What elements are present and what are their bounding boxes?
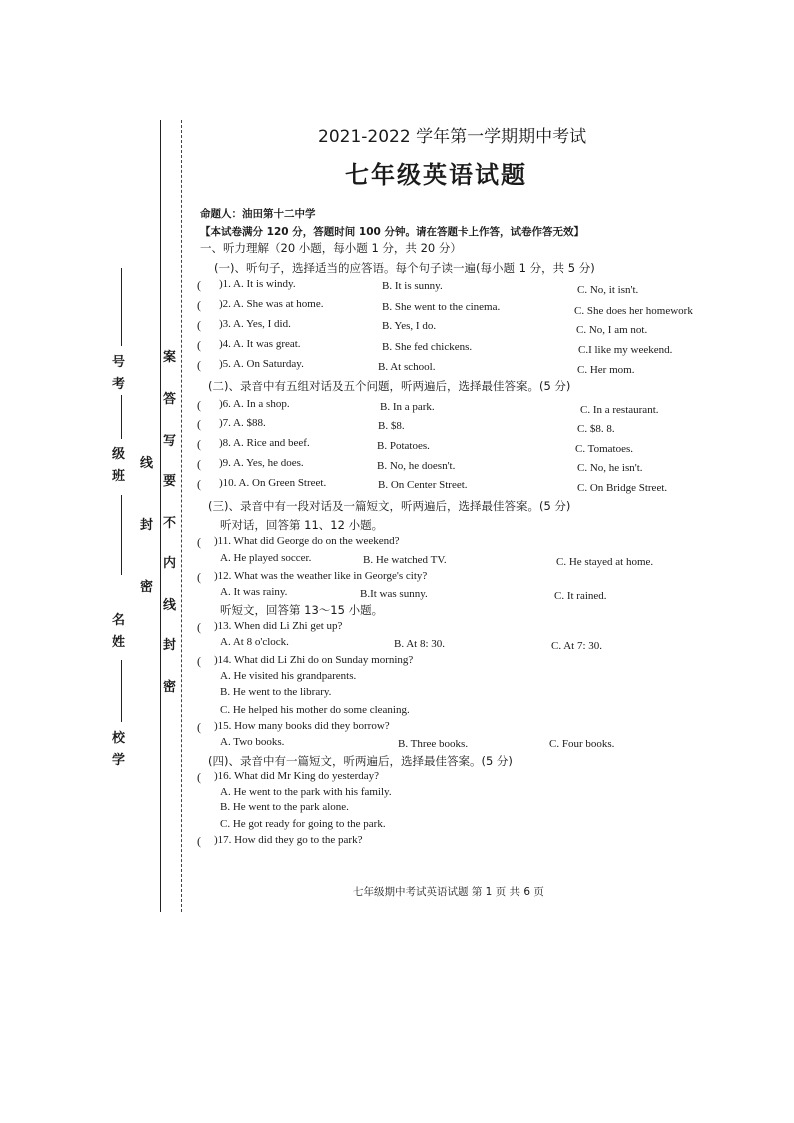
answer-paren: ( xyxy=(197,338,201,352)
margin-dashed-line xyxy=(181,120,182,912)
q4-option-b: B. She fed chickens. xyxy=(382,341,473,353)
q11-option-c: C. He stayed at home. xyxy=(556,556,654,568)
page-footer: 七年级期中考试英语试题 第 1 页 共 6 页 xyxy=(353,886,544,898)
part-4-heading: (四)、录音中有一篇短文，听两遍后，选择最佳答案。(5 分) xyxy=(208,754,513,768)
q15-option-c: C. Four books. xyxy=(549,738,615,750)
class-line-2 xyxy=(121,495,122,575)
q12-option-c: C. It rained. xyxy=(554,590,607,602)
answer-paren: ( xyxy=(197,720,201,734)
q12-option-a: A. It was rainy. xyxy=(220,586,288,598)
q12-stem: )12. What was the weather like in George's city? xyxy=(214,570,428,582)
exam-no-label: 号 考 xyxy=(112,355,126,392)
school-label: 校 学 xyxy=(112,731,126,768)
q14-option-c: C. He helped his mother do some cleaning. xyxy=(220,704,410,716)
section-1-heading: 一、听力理解（20 小题，每小题 1 分，共 20 分） xyxy=(200,241,462,255)
class-line xyxy=(121,395,122,439)
q11-option-a: A. He played soccer. xyxy=(220,552,312,564)
seal-char-4: 要 xyxy=(163,474,177,489)
q16-option-b: B. He went to the park alone. xyxy=(220,801,349,813)
q13-option-c: C. At 7: 30. xyxy=(551,640,603,652)
seal-left-char-1: 线 xyxy=(140,456,154,471)
q9-option-c: C. No, he isn't. xyxy=(577,462,643,474)
q15-option-a: A. Two books. xyxy=(220,736,285,748)
q6-option-c: C. In a restaurant. xyxy=(580,404,659,416)
answer-paren: ( xyxy=(197,834,201,848)
exam-title-line1: 2021-2022 学年第一学期期中考试 xyxy=(318,127,587,147)
seal-left-char-2: 封 xyxy=(140,518,154,533)
class-label: 级 班 xyxy=(112,447,126,484)
q14-stem: )14. What did Li Zhi do on Sunday morning? xyxy=(214,654,414,666)
part-3-passage-note: 听短文，回答第 13～15 小题。 xyxy=(220,603,384,617)
q15-option-b: B. Three books. xyxy=(398,738,469,750)
answer-paren: ( xyxy=(197,654,201,668)
q11-option-b: B. He watched TV. xyxy=(363,554,447,566)
answer-paren: ( xyxy=(197,298,201,312)
exam-no-line xyxy=(121,268,122,346)
q4-option-c: C.I like my weekend. xyxy=(578,344,673,356)
notice-line: 【本试卷满分 120 分，答题时间 100 分钟。请在答题卡上作答，试卷作答无效】 xyxy=(200,226,584,238)
q10-option-b: B. On Center Street. xyxy=(378,479,468,491)
name-line xyxy=(121,660,122,722)
answer-paren: ( xyxy=(197,477,201,491)
answer-paren: ( xyxy=(197,535,201,549)
q2-option-b: B. She went to the cinema. xyxy=(382,301,501,313)
author-line: 命题人：油田第十二中学 xyxy=(200,208,316,220)
q2-option-a: )2. A. She was at home. xyxy=(219,298,324,310)
q1-option-a: )1. A. It is windy. xyxy=(219,278,296,290)
q1-option-c: C. No, it isn't. xyxy=(577,284,639,296)
part-2-heading: (二)、录音中有五组对话及五个问题，听两遍后，选择最佳答案。(5 分) xyxy=(208,379,571,393)
q6-option-a: )6. A. In a shop. xyxy=(219,398,290,410)
q4-option-a: )4. A. It was great. xyxy=(219,338,301,350)
seal-char-1: 案 xyxy=(163,350,177,365)
q12-option-b: B.It was sunny. xyxy=(360,588,428,600)
q5-option-a: )5. A. On Saturday. xyxy=(219,358,304,370)
part-3-dialogue-note: 听对话，回答第 11、12 小题。 xyxy=(220,518,384,532)
q7-option-b: B. $8. xyxy=(378,420,405,432)
part-3-heading: (三)、录音中有一段对话及一篇短文，听两遍后，选择最佳答案。(5 分) xyxy=(208,499,571,513)
seal-left-char-3: 密 xyxy=(140,580,154,595)
q13-stem: )13. When did Li Zhi get up? xyxy=(214,620,343,632)
answer-paren: ( xyxy=(197,398,201,412)
name-label: 名 姓 xyxy=(112,613,126,650)
q2-option-c: C. She does her homework xyxy=(574,305,693,317)
q9-option-b: B. No, he doesn't. xyxy=(377,460,456,472)
q16-option-a: A. He went to the park with his family. xyxy=(220,786,392,798)
q17-stem: )17. How did they go to the park? xyxy=(214,834,363,846)
q16-option-c: C. He got ready for going to the park. xyxy=(220,818,386,830)
answer-paren: ( xyxy=(197,358,201,372)
q6-option-b: B. In a park. xyxy=(380,401,435,413)
seal-char-9: 密 xyxy=(163,680,177,695)
answer-paren: ( xyxy=(197,570,201,584)
answer-paren: ( xyxy=(197,620,201,634)
q7-option-c: C. $8. 8. xyxy=(577,423,615,435)
q15-stem: )15. How many books did they borrow? xyxy=(214,720,390,732)
q8-option-c: C. Tomatoes. xyxy=(575,443,633,455)
q10-option-a: )10. A. On Green Street. xyxy=(219,477,327,489)
answer-paren: ( xyxy=(197,417,201,431)
q13-option-a: A. At 8 o'clock. xyxy=(220,636,289,648)
q14-option-a: A. He visited his grandparents. xyxy=(220,670,357,682)
seal-char-7: 线 xyxy=(163,598,177,613)
answer-paren: ( xyxy=(197,437,201,451)
q8-option-a: )8. A. Rice and beef. xyxy=(219,437,310,449)
q3-option-a: )3. A. Yes, I did. xyxy=(219,318,291,330)
q5-option-c: C. Her mom. xyxy=(577,364,635,376)
answer-paren: ( xyxy=(197,278,201,292)
answer-paren: ( xyxy=(197,770,201,784)
q8-option-b: B. Potatoes. xyxy=(377,440,430,452)
seal-char-3: 写 xyxy=(163,434,177,449)
seal-char-6: 内 xyxy=(163,556,177,571)
q1-option-b: B. It is sunny. xyxy=(382,280,443,292)
seal-char-5: 不 xyxy=(163,516,177,531)
q13-option-b: B. At 8: 30. xyxy=(394,638,446,650)
answer-paren: ( xyxy=(197,318,201,332)
q5-option-b: B. At school. xyxy=(378,361,436,373)
q9-option-a: )9. A. Yes, he does. xyxy=(219,457,304,469)
q10-option-c: C. On Bridge Street. xyxy=(577,482,668,494)
margin-solid-line xyxy=(160,120,161,912)
part-1-heading: (一)、听句子，选择适当的应答语。每个句子读一遍(每小题 1 分，共 5 分) xyxy=(214,261,595,275)
q11-stem: )11. What did George do on the weekend? xyxy=(214,535,400,547)
q7-option-a: )7. A. $88. xyxy=(219,417,266,429)
seal-char-8: 封 xyxy=(163,638,177,653)
q3-option-b: B. Yes, I do. xyxy=(382,320,437,332)
q14-option-b: B. He went to the library. xyxy=(220,686,332,698)
q16-stem: )16. What did Mr King do yesterday? xyxy=(214,770,380,782)
exam-title-line2: 七年级英语试题 xyxy=(345,160,527,189)
answer-paren: ( xyxy=(197,457,201,471)
seal-char-2: 答 xyxy=(163,392,177,407)
q3-option-c: C. No, I am not. xyxy=(576,324,648,336)
